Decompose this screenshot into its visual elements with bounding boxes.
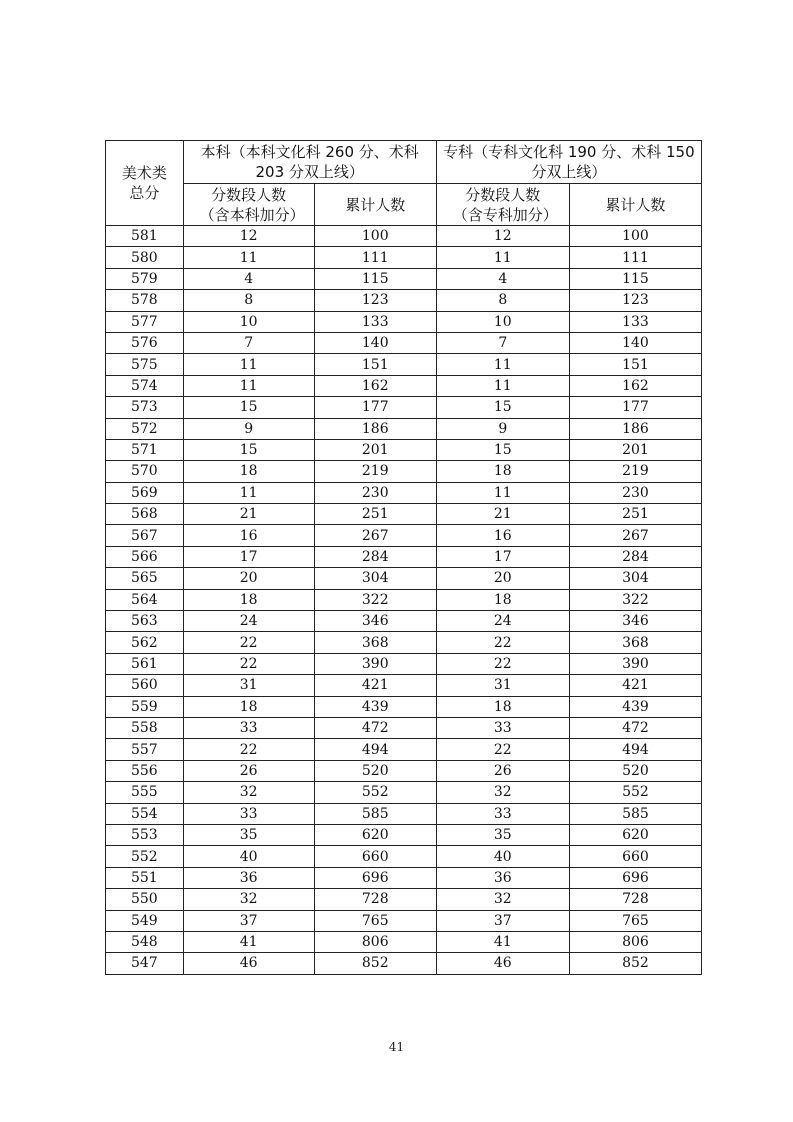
score-distribution-table: [105, 140, 702, 975]
zhuanke-count-cell: 15: [436, 397, 569, 418]
table-row: [106, 803, 702, 824]
table-row: [106, 696, 702, 717]
benke-cumulative-cell: 520: [314, 760, 436, 781]
total-score-cell: 557: [106, 739, 184, 760]
total-score-cell: 558: [106, 717, 184, 738]
table-row: [106, 824, 702, 845]
total-score-cell: 571: [106, 439, 184, 460]
table-row: [106, 589, 702, 610]
zhuanke-cumulative-cell: 852: [569, 953, 701, 974]
table-row: [106, 910, 702, 931]
total-score-cell: 580: [106, 247, 184, 268]
table-row: [106, 354, 702, 375]
benke-count-cell: 18: [183, 589, 314, 610]
header-benke-cumulative: 累计人数: [314, 184, 436, 226]
zhuanke-cumulative-cell: 284: [569, 546, 701, 567]
total-score-cell: 575: [106, 354, 184, 375]
header-zhuanke-count: 分数段人数（含专科加分）: [436, 184, 569, 226]
benke-count-cell: 18: [183, 461, 314, 482]
table-row: [106, 226, 702, 247]
table-row: [106, 332, 702, 353]
zhuanke-count-cell: 11: [436, 354, 569, 375]
zhuanke-count-cell: 9: [436, 418, 569, 439]
benke-cumulative-cell: 177: [314, 397, 436, 418]
table-row: [106, 632, 702, 653]
zhuanke-count-cell: 12: [436, 226, 569, 247]
benke-cumulative-cell: 115: [314, 268, 436, 289]
zhuanke-count-cell: 26: [436, 760, 569, 781]
benke-count-cell: 24: [183, 611, 314, 632]
benke-cumulative-cell: 472: [314, 717, 436, 738]
benke-count-cell: 20: [183, 568, 314, 589]
table-row: [106, 482, 702, 503]
zhuanke-count-cell: 7: [436, 332, 569, 353]
table-row: [106, 846, 702, 867]
total-score-cell: 549: [106, 910, 184, 931]
benke-count-cell: 15: [183, 397, 314, 418]
total-score-cell: 547: [106, 953, 184, 974]
zhuanke-count-cell: 4: [436, 268, 569, 289]
benke-count-cell: 22: [183, 632, 314, 653]
zhuanke-cumulative-cell: 660: [569, 846, 701, 867]
zhuanke-cumulative-cell: 728: [569, 889, 701, 910]
zhuanke-cumulative-cell: 421: [569, 675, 701, 696]
benke-count-cell: 33: [183, 803, 314, 824]
page-number: 41: [388, 1040, 405, 1054]
benke-cumulative-cell: 728: [314, 889, 436, 910]
benke-cumulative-cell: 765: [314, 910, 436, 931]
benke-cumulative-cell: 123: [314, 290, 436, 311]
table-row: [106, 375, 702, 396]
table-row: [106, 268, 702, 289]
benke-count-cell: 11: [183, 375, 314, 396]
total-score-cell: 550: [106, 889, 184, 910]
table-row: [106, 611, 702, 632]
zhuanke-cumulative-cell: 177: [569, 397, 701, 418]
table-row: [106, 931, 702, 952]
benke-cumulative-cell: 660: [314, 846, 436, 867]
zhuanke-count-cell: 32: [436, 889, 569, 910]
benke-count-cell: 32: [183, 782, 314, 803]
total-score-cell: 553: [106, 824, 184, 845]
total-score-cell: 574: [106, 375, 184, 396]
benke-count-cell: 36: [183, 867, 314, 888]
table-row: [106, 653, 702, 674]
zhuanke-count-cell: 18: [436, 461, 569, 482]
zhuanke-count-cell: 37: [436, 910, 569, 931]
zhuanke-count-cell: 33: [436, 803, 569, 824]
table-row: [106, 568, 702, 589]
benke-cumulative-cell: 140: [314, 332, 436, 353]
zhuanke-cumulative-cell: 219: [569, 461, 701, 482]
zhuanke-cumulative-cell: 100: [569, 226, 701, 247]
zhuanke-count-cell: 46: [436, 953, 569, 974]
total-score-cell: 551: [106, 867, 184, 888]
table-row: [106, 290, 702, 311]
benke-cumulative-cell: 494: [314, 739, 436, 760]
total-score-cell: 577: [106, 311, 184, 332]
zhuanke-count-cell: 22: [436, 739, 569, 760]
benke-count-cell: 9: [183, 418, 314, 439]
benke-count-cell: 11: [183, 482, 314, 503]
benke-cumulative-cell: 806: [314, 931, 436, 952]
total-score-cell: 567: [106, 525, 184, 546]
zhuanke-cumulative-cell: 186: [569, 418, 701, 439]
benke-count-cell: 7: [183, 332, 314, 353]
header-zhuanke-cumulative: 累计人数: [569, 184, 701, 226]
zhuanke-cumulative-cell: 390: [569, 653, 701, 674]
benke-cumulative-cell: 230: [314, 482, 436, 503]
benke-count-cell: 40: [183, 846, 314, 867]
benke-cumulative-cell: 322: [314, 589, 436, 610]
zhuanke-count-cell: 41: [436, 931, 569, 952]
zhuanke-cumulative-cell: 696: [569, 867, 701, 888]
benke-cumulative-cell: 284: [314, 546, 436, 567]
table-row: [106, 418, 702, 439]
zhuanke-cumulative-cell: 133: [569, 311, 701, 332]
benke-cumulative-cell: 162: [314, 375, 436, 396]
total-score-cell: 559: [106, 696, 184, 717]
zhuanke-cumulative-cell: 201: [569, 439, 701, 460]
total-score-cell: 579: [106, 268, 184, 289]
benke-count-cell: 35: [183, 824, 314, 845]
table-row: [106, 546, 702, 567]
zhuanke-cumulative-cell: 520: [569, 760, 701, 781]
zhuanke-count-cell: 17: [436, 546, 569, 567]
zhuanke-count-cell: 18: [436, 589, 569, 610]
benke-count-cell: 11: [183, 354, 314, 375]
benke-cumulative-cell: 585: [314, 803, 436, 824]
zhuanke-count-cell: 8: [436, 290, 569, 311]
zhuanke-cumulative-cell: 620: [569, 824, 701, 845]
benke-cumulative-cell: 151: [314, 354, 436, 375]
table-row: [106, 760, 702, 781]
header-zhuanke-group: 专科（专科文化科 190 分、术科 150 分双上线）: [436, 141, 701, 184]
benke-cumulative-cell: 696: [314, 867, 436, 888]
zhuanke-cumulative-cell: 585: [569, 803, 701, 824]
benke-cumulative-cell: 552: [314, 782, 436, 803]
total-score-cell: 566: [106, 546, 184, 567]
benke-count-cell: 11: [183, 247, 314, 268]
total-score-cell: 563: [106, 611, 184, 632]
zhuanke-cumulative-cell: 494: [569, 739, 701, 760]
table-row: [106, 461, 702, 482]
benke-cumulative-cell: 620: [314, 824, 436, 845]
header-benke-group: 本科（本科文化科 260 分、术科 203 分双上线）: [183, 141, 436, 184]
header-total-score: 美术类总分: [106, 141, 184, 226]
zhuanke-cumulative-cell: 162: [569, 375, 701, 396]
benke-count-cell: 26: [183, 760, 314, 781]
total-score-cell: 568: [106, 504, 184, 525]
zhuanke-count-cell: 32: [436, 782, 569, 803]
benke-count-cell: 4: [183, 268, 314, 289]
total-score-cell: 561: [106, 653, 184, 674]
zhuanke-cumulative-cell: 140: [569, 332, 701, 353]
total-score-cell: 555: [106, 782, 184, 803]
zhuanke-cumulative-cell: 806: [569, 931, 701, 952]
benke-count-cell: 31: [183, 675, 314, 696]
header-benke-count: 分数段人数（含本科加分）: [183, 184, 314, 226]
total-score-cell: 572: [106, 418, 184, 439]
zhuanke-cumulative-cell: 472: [569, 717, 701, 738]
total-score-cell: 578: [106, 290, 184, 311]
benke-cumulative-cell: 201: [314, 439, 436, 460]
table-row: [106, 717, 702, 738]
zhuanke-cumulative-cell: 267: [569, 525, 701, 546]
benke-cumulative-cell: 852: [314, 953, 436, 974]
benke-count-cell: 22: [183, 653, 314, 674]
total-score-cell: 569: [106, 482, 184, 503]
benke-cumulative-cell: 267: [314, 525, 436, 546]
benke-cumulative-cell: 304: [314, 568, 436, 589]
table-row: [106, 504, 702, 525]
table-row: [106, 397, 702, 418]
total-score-cell: 554: [106, 803, 184, 824]
benke-cumulative-cell: 421: [314, 675, 436, 696]
zhuanke-cumulative-cell: 230: [569, 482, 701, 503]
table-row: [106, 311, 702, 332]
total-score-cell: 570: [106, 461, 184, 482]
benke-cumulative-cell: 186: [314, 418, 436, 439]
table-row: [106, 247, 702, 268]
zhuanke-cumulative-cell: 251: [569, 504, 701, 525]
zhuanke-count-cell: 33: [436, 717, 569, 738]
zhuanke-cumulative-cell: 123: [569, 290, 701, 311]
zhuanke-count-cell: 16: [436, 525, 569, 546]
zhuanke-cumulative-cell: 322: [569, 589, 701, 610]
benke-cumulative-cell: 368: [314, 632, 436, 653]
benke-cumulative-cell: 439: [314, 696, 436, 717]
total-score-cell: 552: [106, 846, 184, 867]
benke-count-cell: 10: [183, 311, 314, 332]
zhuanke-count-cell: 22: [436, 632, 569, 653]
zhuanke-cumulative-cell: 111: [569, 247, 701, 268]
benke-count-cell: 18: [183, 696, 314, 717]
table-row: [106, 889, 702, 910]
zhuanke-count-cell: 11: [436, 482, 569, 503]
zhuanke-count-cell: 35: [436, 824, 569, 845]
zhuanke-count-cell: 11: [436, 375, 569, 396]
table-row: [106, 525, 702, 546]
benke-count-cell: 41: [183, 931, 314, 952]
table-row: [106, 782, 702, 803]
zhuanke-count-cell: 10: [436, 311, 569, 332]
benke-cumulative-cell: 390: [314, 653, 436, 674]
zhuanke-count-cell: 21: [436, 504, 569, 525]
benke-cumulative-cell: 100: [314, 226, 436, 247]
benke-count-cell: 21: [183, 504, 314, 525]
zhuanke-count-cell: 11: [436, 247, 569, 268]
zhuanke-cumulative-cell: 346: [569, 611, 701, 632]
zhuanke-cumulative-cell: 765: [569, 910, 701, 931]
benke-cumulative-cell: 219: [314, 461, 436, 482]
benke-cumulative-cell: 111: [314, 247, 436, 268]
benke-count-cell: 15: [183, 439, 314, 460]
table-row: [106, 867, 702, 888]
total-score-cell: 581: [106, 226, 184, 247]
benke-count-cell: 17: [183, 546, 314, 567]
zhuanke-cumulative-cell: 439: [569, 696, 701, 717]
zhuanke-count-cell: 22: [436, 653, 569, 674]
benke-count-cell: 46: [183, 953, 314, 974]
benke-count-cell: 22: [183, 739, 314, 760]
total-score-cell: 548: [106, 931, 184, 952]
benke-cumulative-cell: 346: [314, 611, 436, 632]
zhuanke-count-cell: 18: [436, 696, 569, 717]
zhuanke-count-cell: 15: [436, 439, 569, 460]
zhuanke-cumulative-cell: 368: [569, 632, 701, 653]
table-body: [106, 226, 702, 975]
benke-count-cell: 12: [183, 226, 314, 247]
zhuanke-cumulative-cell: 151: [569, 354, 701, 375]
benke-count-cell: 32: [183, 889, 314, 910]
zhuanke-cumulative-cell: 304: [569, 568, 701, 589]
zhuanke-count-cell: 31: [436, 675, 569, 696]
benke-count-cell: 37: [183, 910, 314, 931]
total-score-cell: 576: [106, 332, 184, 353]
total-score-cell: 564: [106, 589, 184, 610]
benke-count-cell: 8: [183, 290, 314, 311]
table-row: [106, 739, 702, 760]
zhuanke-cumulative-cell: 552: [569, 782, 701, 803]
total-score-cell: 560: [106, 675, 184, 696]
benke-cumulative-cell: 133: [314, 311, 436, 332]
zhuanke-count-cell: 40: [436, 846, 569, 867]
total-score-cell: 573: [106, 397, 184, 418]
benke-cumulative-cell: 251: [314, 504, 436, 525]
zhuanke-count-cell: 20: [436, 568, 569, 589]
total-score-cell: 562: [106, 632, 184, 653]
benke-count-cell: 33: [183, 717, 314, 738]
table-row: [106, 439, 702, 460]
table-row: [106, 953, 702, 974]
benke-count-cell: 16: [183, 525, 314, 546]
table-row: [106, 675, 702, 696]
zhuanke-count-cell: 24: [436, 611, 569, 632]
total-score-cell: 556: [106, 760, 184, 781]
zhuanke-cumulative-cell: 115: [569, 268, 701, 289]
zhuanke-count-cell: 36: [436, 867, 569, 888]
total-score-cell: 565: [106, 568, 184, 589]
